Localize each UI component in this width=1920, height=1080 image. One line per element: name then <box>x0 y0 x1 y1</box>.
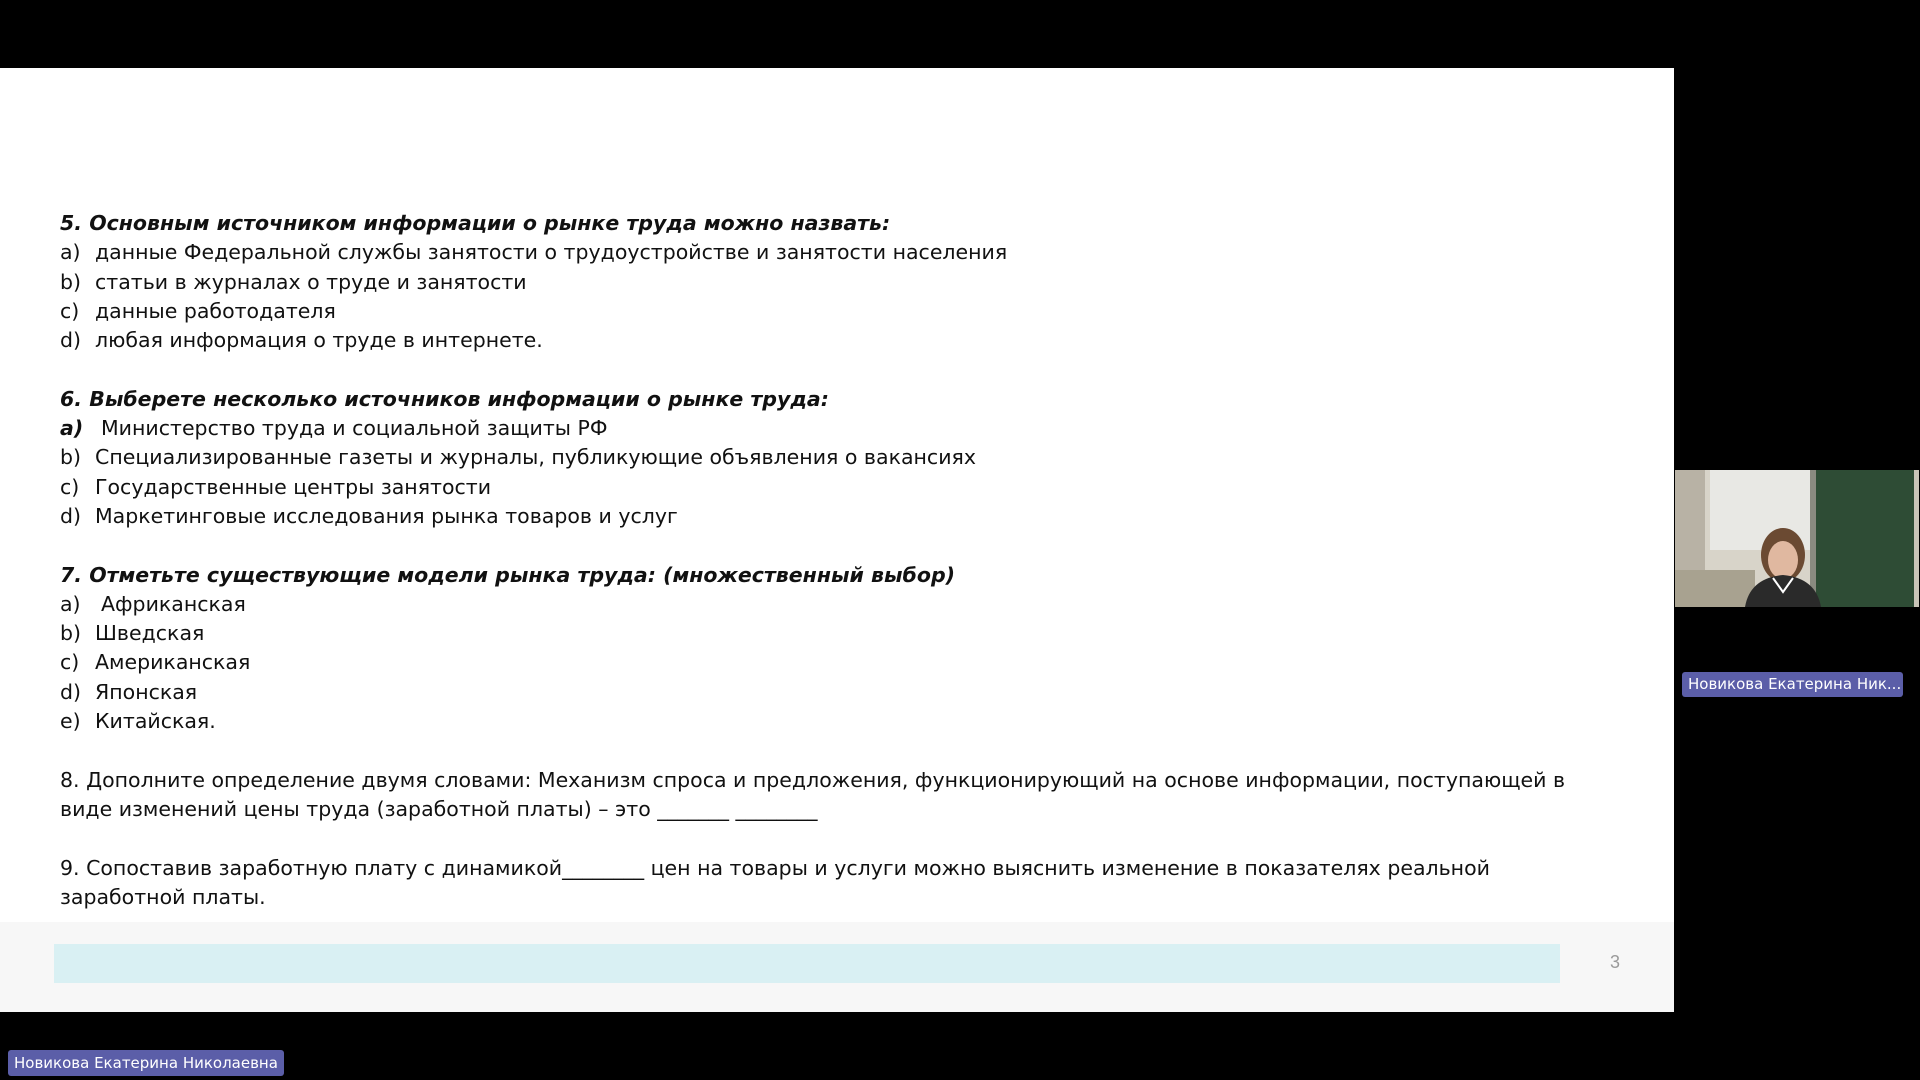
option-letter: d) <box>60 328 82 353</box>
option-text: данные Федеральной службы занятости о трудоустройстве и занятости населения <box>95 240 1008 265</box>
option-letter: d) <box>60 503 82 528</box>
option-text: Маркетинговые исследования рынка товаров и услуг <box>95 503 678 528</box>
answer-option <box>60 414 1620 443</box>
option-text: статьи в журналах о труде и занятости <box>95 269 527 294</box>
option-letter: a) <box>60 591 81 616</box>
answer-option <box>60 678 1620 707</box>
participant-video-tile[interactable] <box>1675 470 1919 607</box>
participant-video-icon <box>1675 470 1919 607</box>
answer-option <box>60 707 1620 736</box>
option-text: любая информация о труде в интернете. <box>95 328 543 353</box>
option-text: Африканская <box>101 591 246 616</box>
option-letter: b) <box>60 445 82 470</box>
answer-option <box>60 473 1620 502</box>
answer-option <box>60 502 1620 531</box>
spacer <box>60 824 1620 853</box>
slide-content <box>60 209 1620 912</box>
answer-option <box>60 297 1620 326</box>
option-text: Министерство труда и социальной защиты РФ <box>101 416 608 441</box>
spacer <box>60 736 1620 765</box>
option-letter: e) <box>60 709 81 734</box>
answer-option <box>60 238 1620 267</box>
question-title: 7. Отметьте существующие модели рынка труда: (множественный выбор) <box>60 562 955 587</box>
option-letter: c) <box>60 650 80 675</box>
answer-option <box>60 648 1620 677</box>
option-letter: a) <box>60 240 81 265</box>
spacer <box>60 355 1620 384</box>
option-text: Китайская. <box>95 709 216 734</box>
question-6 <box>60 385 1620 531</box>
answer-option <box>60 590 1620 619</box>
participant-name-badge: Новикова Екатерина Ник... <box>1682 672 1903 697</box>
answer-option <box>60 443 1620 472</box>
spacer <box>60 531 1620 560</box>
presenter-name-badge: Новикова Екатерина Николаевна <box>8 1050 284 1076</box>
footer-decoration-bar <box>54 944 1560 983</box>
option-text: Шведская <box>95 621 205 646</box>
slide-number: 3 <box>1609 952 1620 972</box>
option-letter: d) <box>60 679 82 704</box>
option-letter: c) <box>60 474 80 499</box>
question-title: 6. Выберете несколько источников информации о рынке труда: <box>60 386 829 411</box>
option-letter: a) <box>60 416 84 441</box>
option-letter: c) <box>60 298 80 323</box>
slide-footer <box>0 922 1674 1012</box>
option-text: Государственные центры занятости <box>95 474 492 499</box>
question-title: 5. Основным источником информации о рынке труда можно назвать: <box>60 211 891 235</box>
answer-option <box>60 619 1620 648</box>
answer-option <box>60 268 1620 297</box>
question-7 <box>60 561 1620 737</box>
shared-slide <box>0 68 1674 1012</box>
option-text: Американская <box>95 650 251 675</box>
answer-option <box>60 326 1620 355</box>
option-text: Японская <box>95 679 198 704</box>
question-9: 9. Сопоставив заработную плату с динамикой________ цен на товары и услуги можно выяснить изменение в показателях реальной заработной платы. <box>60 855 1490 909</box>
option-letter: b) <box>60 621 82 646</box>
question-8: 8. Дополните определение двумя словами: Механизм спроса и предложения, функционирующий на основе информации, поступающей в виде изменений цены труда (заработной платы) – это _______ ________ <box>60 767 1566 821</box>
option-text: Специализированные газеты и журналы, публикующие объявления о вакансиях <box>95 445 976 470</box>
option-letter: b) <box>60 269 82 294</box>
option-text: данные работодателя <box>95 298 336 323</box>
question-5 <box>60 209 1620 355</box>
